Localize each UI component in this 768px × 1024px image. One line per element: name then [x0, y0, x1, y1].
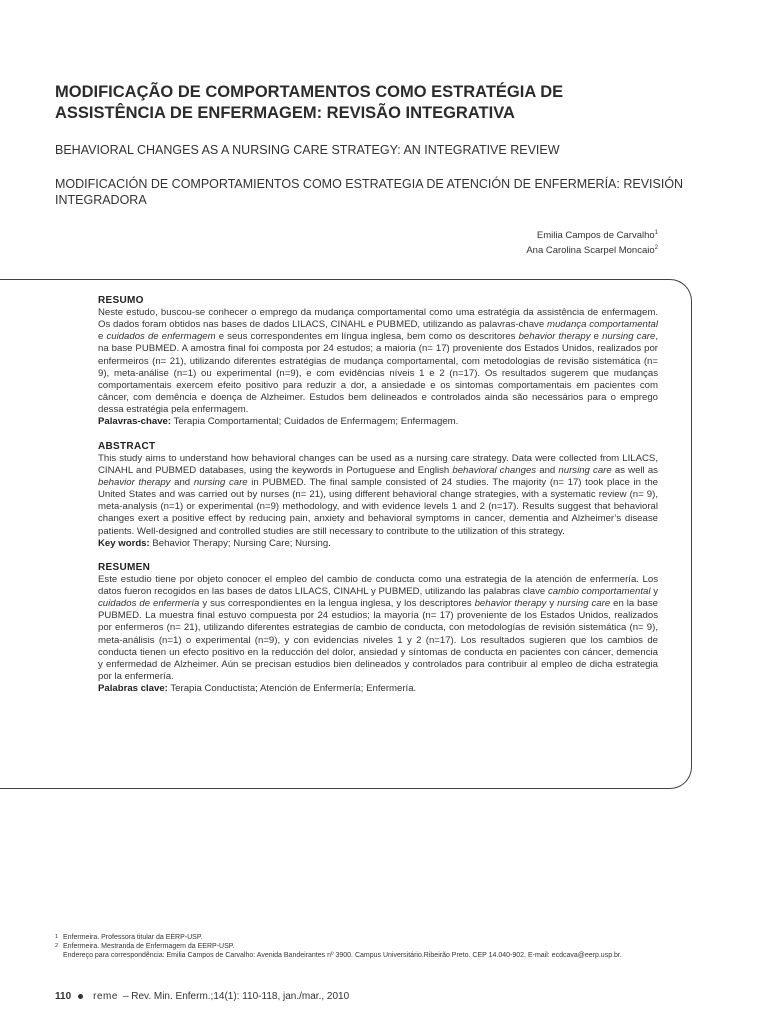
page-number: 110	[55, 991, 72, 1002]
resumo-heading: RESUMO	[98, 295, 144, 306]
resumen-body: Este estudio tiene por objeto conocer el empleo del cambio de conducta como una estrategia de la atención de enfermería. Los datos fueron recogidos en las bases de datos LILACS, CINAHL y PUBMED, utilizando las palabras clave cambio comportamental y cuidados de enfermería y sus correspondientes en la lengua inglesa, y los descriptores behavior therapy y nursing care en la base PUBMED. La muestra final estuvo compuesta por 24 estudios; la mayoría (n= 17) proveniente de los Estados Unidos, realizados por enfermeros (n= 21), utilizando diferentes estrategias de cambio de conducta, con metodologías de revisión sistemática (n= 9), meta-análisis (n=1) o experimental (n=9), y con evidencias niveles 1 y 2 (n=17). Los resultados sugieren que los cambios de conducta tienen un efecto positivo en la reducción del dolor, ansiedad y síntomas de conducta en pacientes con cáncer, demencia y enfermedad de Alzheimer. Aún se precisan estudios bien delineados y controlados para contribuir al empleo de dicha estrategia por la enfermería.	[98, 573, 658, 683]
abstract-body: This study aims to understand how behavioral changes can be used as a nursing care strategy. Data were collected from LILACS, CINAHL and PUBMED databases, using the keywords in Portuguese and English behavioral changes and nursing care as well as behavior therapy and nursing care in PUBMED. The final sample consisted of 24 studies. The majority (n= 17) took place in the United States and was carried out by nurses (n= 21), using different behavioral change strategies, with a systematic review (n= 9), meta-analysis (n=1) or experimental (n=9) methodology, and with evidence levels 1 and 2 (n=17). Results suggest that behavioral changes exert a positive effect by reducing pain, anxiety and behavioral symptoms in cancer, dementia and Alzheimer’s disease patients. Well-designed and controlled studies are still necessary to contribute to the utilization of this strategy.	[98, 452, 659, 537]
abstract-sections	[98, 294, 658, 702]
title-spanish: MODIFICACIÓN DE COMPORTAMIENTOS COMO ESTRATEGIA DE ATENCIÓN DE ENFERMERÍA: REVISIÓN INTEGRADORA	[55, 177, 684, 207]
abstract-section	[98, 440, 658, 550]
title-portuguese: MODIFICAÇÃO DE COMPORTAMENTOS COMO ESTRATÉGIA DE ASSISTÊNCIA DE ENFERMAGEM: REVISÃO INTEGRATIVA	[55, 83, 564, 122]
title-english: BEHAVIORAL CHANGES AS A NURSING CARE STRATEGY: AN INTEGRATIVE REVIEW	[55, 143, 560, 157]
author-2: Ana Carolina Scarpel Moncaio$^2$	[526, 245, 658, 257]
abstract-keywords: Key words: Behavior Therapy; Nursing Care; Nursing.	[98, 537, 331, 549]
abstract-heading: ABSTRACT	[98, 440, 156, 452]
resumen-keywords: Palabras clave: Terapia Conductista; Atención de Enfermería; Enfermería.	[98, 683, 417, 695]
footnotes	[55, 933, 655, 961]
journal-citation: – Rev. Min. Enferm.;14(1): 110-118, jan./mar., 2010	[122, 991, 350, 1002]
bullet-icon	[78, 994, 83, 999]
resumen-heading: RESUMEN	[98, 561, 151, 573]
resumen-section	[98, 561, 658, 696]
resumo-keywords: Palavras-chave: Terapia Comportamental; Cuidados de Enfermagem; Enfermagem.	[98, 416, 459, 428]
footnote-2: 2 Enfermeira. Mestranda de Enfermagem da EERP-USP.	[55, 943, 235, 951]
author-list	[526, 227, 658, 257]
correspondence-address: Endereço para correspondência: Emilia Campos de Carvalho: Avenida Bandeirantes nº 3900. Campus Universitário.Ribeirão Preto. CEP 14.040-902. E-mail: ecdcava@eerp.usp.br.	[63, 952, 622, 960]
author-1: Emilia Campos de Carvalho$^1$	[536, 230, 658, 242]
resumo-section	[98, 294, 658, 429]
page-footer	[55, 991, 349, 1002]
resumo-body: Neste estudo, buscou-se conhecer o emprego da mudança comportamental como uma estratégia da assistência de enfermagem. Os dados foram obtidos nas bases de dados LILACS, CINAHL e PUBMED, utilizando as palavras-chave mudança comportamental e cuidados de enfermagem e seus correspondentes em língua inglesa, bem como os descritores behavior therapy e nursing care, na base PUBMED. A amostra final foi composta por 24 estudos; a maioria (n= 17) proveniente dos Estados Unidos, realizados por enfermeiros (n= 21), utilizando diferentes estratégias de mudança comportamental, com metodologias de revisão sistemática (n= 9), meta-análise (n=1) ou experimental (n=9), e com evidências níveis 1 e 2 (n=17). Os resultados sugerem que mudanças comportamentais exercem efeito positivo para reduzir a dor, a ansiedade e os sintomas comportamentais em pacientes com câncer, com demência e doença de Alzheimer. Estudos bem delineados e controlados ainda são necessários para o emprego dessa estratégia pela enfermagem.	[98, 307, 658, 416]
footnote-1: 1 Enfermeira. Professora titular da EERP-USP.	[55, 934, 203, 941]
journal-brand: reme	[93, 991, 118, 1002]
